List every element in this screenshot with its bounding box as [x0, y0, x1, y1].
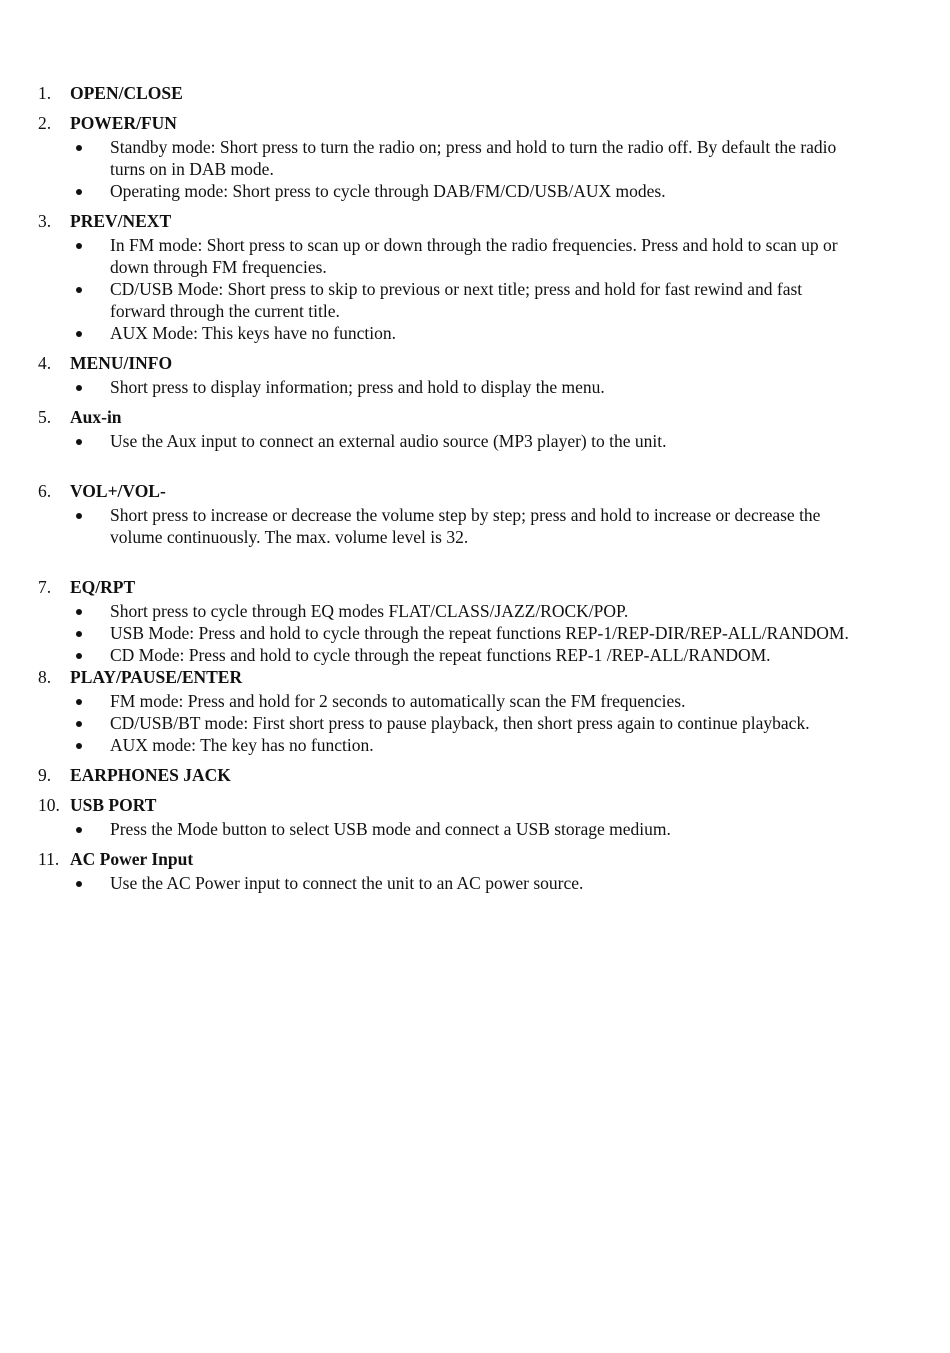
item-number: 8. — [38, 667, 52, 687]
item-heading: PLAY/PAUSE/ENTER — [70, 667, 243, 687]
list-item-open-close — [0, 82, 950, 104]
bullet-text: Use the AC Power input to connect the unit to an AC power source. — [110, 873, 584, 893]
bullet-item — [70, 690, 852, 712]
bullet-dot-icon — [76, 653, 82, 659]
bullet-list — [70, 504, 950, 548]
bullet-text: Short press to increase or decrease the volume step by step; press and hold to increase or decrease the volume continuously. The max. volume level is 32. — [110, 505, 821, 547]
item-heading: Aux-in — [70, 407, 122, 427]
bullet-dot-icon — [76, 881, 82, 887]
bullet-list — [70, 376, 950, 398]
item-heading: MENU/INFO — [70, 353, 173, 373]
bullet-list — [70, 136, 950, 202]
list-item-usb-port — [0, 794, 950, 840]
item-number: 3. — [38, 211, 52, 231]
bullet-text: USB Mode: Press and hold to cycle through the repeat functions REP-1/REP-DIR/REP-ALL/RANDOM. — [110, 623, 849, 643]
list-item-menu-info — [0, 352, 950, 398]
item-heading: EARPHONES JACK — [70, 765, 231, 785]
bullet-item — [70, 322, 852, 344]
bullet-item — [70, 622, 852, 644]
bullet-item — [70, 600, 852, 622]
item-number: 1. — [38, 83, 52, 103]
bullet-item — [70, 818, 852, 840]
bullet-item — [70, 644, 852, 666]
bullet-dot-icon — [76, 631, 82, 637]
bullet-item — [70, 430, 852, 452]
bullet-dot-icon — [76, 189, 82, 195]
list-item-play-pause-enter — [0, 666, 950, 756]
bullet-text: FM mode: Press and hold for 2 seconds to automatically scan the FM frequencies. — [110, 691, 686, 711]
item-heading: VOL+/VOL- — [70, 481, 166, 501]
bullet-item — [70, 734, 852, 756]
bullet-item — [70, 234, 852, 278]
item-number: 7. — [38, 577, 52, 597]
bullet-item — [70, 136, 852, 180]
bullet-text: CD/USB Mode: Short press to skip to previous or next title; press and hold for fast rewind and fast forward through the current title. — [110, 279, 803, 321]
bullet-dot-icon — [76, 699, 82, 705]
bullet-text: AUX Mode: This keys have no function. — [110, 323, 396, 343]
bullet-list — [70, 234, 950, 344]
bullet-item — [70, 872, 852, 894]
bullet-dot-icon — [76, 743, 82, 749]
bullet-item — [70, 376, 852, 398]
item-number: 9. — [38, 765, 52, 785]
list-item-aux-in — [0, 406, 950, 452]
item-number: 2. — [38, 113, 52, 133]
list-item-earphones-jack — [0, 764, 950, 786]
bullet-dot-icon — [76, 331, 82, 337]
bullet-dot-icon — [76, 287, 82, 293]
list-item-prev-next — [0, 210, 950, 344]
bullet-text: CD Mode: Press and hold to cycle through the repeat functions REP-1 /REP-ALL/RANDOM. — [110, 645, 771, 665]
item-heading: USB PORT — [70, 795, 157, 815]
bullet-item — [70, 278, 852, 322]
bullet-text: Operating mode: Short press to cycle through DAB/FM/CD/USB/AUX modes. — [110, 181, 666, 201]
bullet-item — [70, 504, 852, 548]
item-heading: POWER/FUN — [70, 113, 177, 133]
list-item-eq-rpt — [0, 576, 950, 666]
bullet-list — [70, 430, 950, 452]
bullet-dot-icon — [76, 721, 82, 727]
bullet-dot-icon — [76, 243, 82, 249]
bullet-dot-icon — [76, 145, 82, 151]
bullet-item — [70, 712, 852, 734]
item-number: 6. — [38, 481, 52, 501]
bullet-dot-icon — [76, 513, 82, 519]
bullet-dot-icon — [76, 385, 82, 391]
bullet-text: Standby mode: Short press to turn the radio on; press and hold to turn the radio off. By default the radio turns on in DAB mode. — [110, 137, 837, 179]
bullet-list — [70, 818, 950, 840]
item-number: 10. — [38, 795, 60, 815]
item-heading: OPEN/CLOSE — [70, 83, 183, 103]
bullet-list — [70, 872, 950, 894]
item-heading: AC Power Input — [70, 849, 194, 869]
numbered-list — [0, 82, 950, 902]
list-item-vol — [0, 480, 950, 548]
bullet-text: In FM mode: Short press to scan up or down through the radio frequencies. Press and hold to scan up or down through FM frequencies. — [110, 235, 838, 277]
bullet-text: Press the Mode button to select USB mode and connect a USB storage medium. — [110, 819, 671, 839]
bullet-text: Short press to display information; press and hold to display the menu. — [110, 377, 605, 397]
bullet-text: Use the Aux input to connect an external audio source (MP3 player) to the unit. — [110, 431, 667, 451]
item-heading: EQ/RPT — [70, 577, 136, 597]
item-number: 11. — [38, 849, 60, 869]
bullet-dot-icon — [76, 439, 82, 445]
bullet-text: AUX mode: The key has no function. — [110, 735, 374, 755]
item-number: 4. — [38, 353, 52, 373]
bullet-dot-icon — [76, 609, 82, 615]
bullet-text: Short press to cycle through EQ modes FLAT/CLASS/JAZZ/ROCK/POP. — [110, 601, 629, 621]
bullet-item — [70, 180, 852, 202]
list-item-ac-power-input — [0, 848, 950, 894]
item-number: 5. — [38, 407, 52, 427]
bullet-list — [70, 600, 950, 666]
item-heading: PREV/NEXT — [70, 211, 172, 231]
list-item-power-fun — [0, 112, 950, 202]
bullet-dot-icon — [76, 827, 82, 833]
bullet-list — [70, 690, 950, 756]
bullet-text: CD/USB/BT mode: First short press to pause playback, then short press again to continue playback. — [110, 713, 810, 733]
